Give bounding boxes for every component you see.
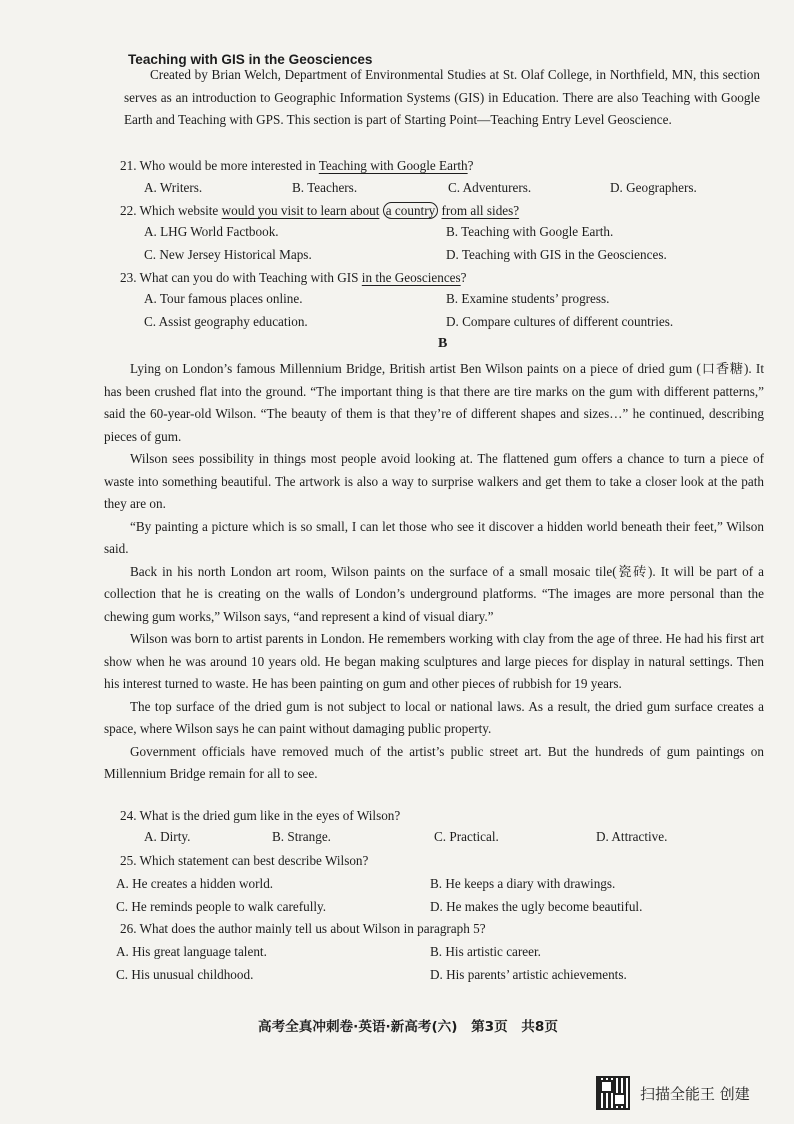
question-22-stem-underlined-2: from all sides? [441,203,520,218]
option-24d: D. Attractive. [596,829,668,844]
question-21 [120,158,473,174]
question-22 [120,203,519,219]
scanner-watermark-text: 扫描全能王 创建 [640,1085,750,1103]
section-a-intro: Created by Brian Welch, Department of Environmental Studies at St. Olaf College, in Northfield, MN, this section serves as an introduction to Geographic Information Systems (GIS) in Education. There are also Teaching with Google Earth and Teaching with GPS. This section is part of Starting Point—Teaching Entry Level Geoscience. [124,67,760,127]
option-26d: D. His parents’ artistic achievements. [430,966,627,982]
option-22c: C. New Jersey Historical Maps. [144,246,312,262]
passage-paragraph-2: Wilson sees possibility in things most people avoid looking at. The flattened gum offers a chance to turn a piece of waste into something beautiful. The artwork is also a way to surprise walkers and get them to take a closer look at the path they are on. [104,451,764,511]
option-25d: D. He makes the ugly become beautiful. [430,898,643,914]
question-24: 24. What is the dried gum like in the eyes of Wilson? [120,808,401,823]
qr-code-icon [596,1076,630,1110]
question-21-stem-pre: 21. Who would be more interested in [120,158,319,173]
option-21b: B. Teachers. [292,180,358,195]
option-24b: B. Strange. [272,829,331,844]
question-22-stem-underlined: would you visit to learn about [221,203,380,218]
option-23d: D. Compare cultures of different countries. [446,313,674,329]
question-23-options [144,291,744,336]
option-26b: B. His artistic career. [430,944,541,959]
option-26c: C. His unusual childhood. [116,966,254,982]
option-23c: C. Assist geography education. [144,313,308,329]
question-21-stem-underlined: Teaching with Google Earth [318,158,468,173]
passage-paragraph-5: Wilson was born to artist parents in London. He remembers working with clay from the age of three. He had his first art show when he was around 10 years old. He began making sculptures and large pieces for display in natural settings. Then his interest turned to waste. He has been painting on gum and other pieces of rubbish for 19 years. [104,631,764,691]
question-25-options [116,876,744,921]
question-21-stem-post: ? [467,158,474,173]
option-26a: A. His great language talent. [116,944,267,959]
option-22d: D. Teaching with GIS in the Geosciences. [446,246,667,262]
passage-paragraph-7: Government officials have removed much of the artist’s public street art. But the hundreds of gum paintings on Millennium Bridge remain for all to see. [104,743,764,781]
passage-paragraph-6: The top surface of the dried gum is not subject to local or national laws. As a result, the dried gum surface creates a space, where Wilson says he can paint without damaging public property. [104,698,764,736]
section-b-passage [104,358,764,786]
question-23 [120,270,467,286]
question-23-stem-post: ? [460,270,467,285]
passage-paragraph-4: Back in his north London art room, Wilson paints on the surface of a small mosaic tile(瓷砖). It will be part of a collection that he is creating on the walls of London’s underground platforms. “The images are more personal than the chewing gum works,” Wilson says, “and represent a kind of visual diary.” [104,563,764,624]
option-21c: C. Adventurers. [448,180,532,195]
option-25c: C. He reminds people to walk carefully. [116,898,327,914]
option-22b: B. Teaching with Google Earth. [446,224,614,239]
scanner-watermark [596,1076,794,1112]
option-25a: A. He creates a hidden world. [116,876,274,891]
question-22-options [144,224,744,269]
section-b-letter: B [438,336,448,351]
option-21d: D. Geographers. [610,180,697,195]
question-23-stem-underlined: in the Geosciences [361,270,461,285]
option-23a: A. Tour famous places online. [144,291,303,306]
question-21-options [144,180,744,203]
option-21a: A. Writers. [144,180,203,195]
passage-paragraph-3: “By painting a picture which is so small, I can let those who see it discover a hidden world beneath their feet,” Wilson said. [104,518,764,556]
option-24c: C. Practical. [434,829,499,844]
question-26-options [116,944,744,989]
section-a-intro-block [124,64,760,132]
passage-paragraph-1: Lying on London’s famous Millennium Bridge, British artist Ben Wilson paints on a piece of dried gum (口香糖). It has been crushed flat into the ground. “The important thing is that there are tire marks on the gum with different patterns,” said the 60-year-old Wilson. “The beauty of them is that they’re of different shapes and sizes…” he continued, describing pieces of gum. [104,361,764,444]
question-23-stem-pre: 23. What can you do with Teaching with GIS [120,270,362,285]
section-a-title: Teaching with GIS in the Geosciences [128,52,373,67]
option-25b: B. He keeps a diary with drawings. [430,876,616,891]
question-25: 25. Which statement can best describe Wilson? [120,853,369,868]
option-23b: B. Examine students’ progress. [446,291,610,306]
question-26: 26. What does the author mainly tell us about Wilson in paragraph 5? [120,921,486,936]
option-22a: A. LHG World Factbook. [144,224,279,239]
option-24a: A. Dirty. [144,829,191,844]
question-22-stem-circled: a country [383,202,438,219]
question-24-options [144,829,744,852]
question-22-stem-pre: 22. Which website [120,203,222,218]
page-footer: 高考全真冲刺卷·英语·新高考(六) 第3页 共8页 [258,1019,558,1035]
